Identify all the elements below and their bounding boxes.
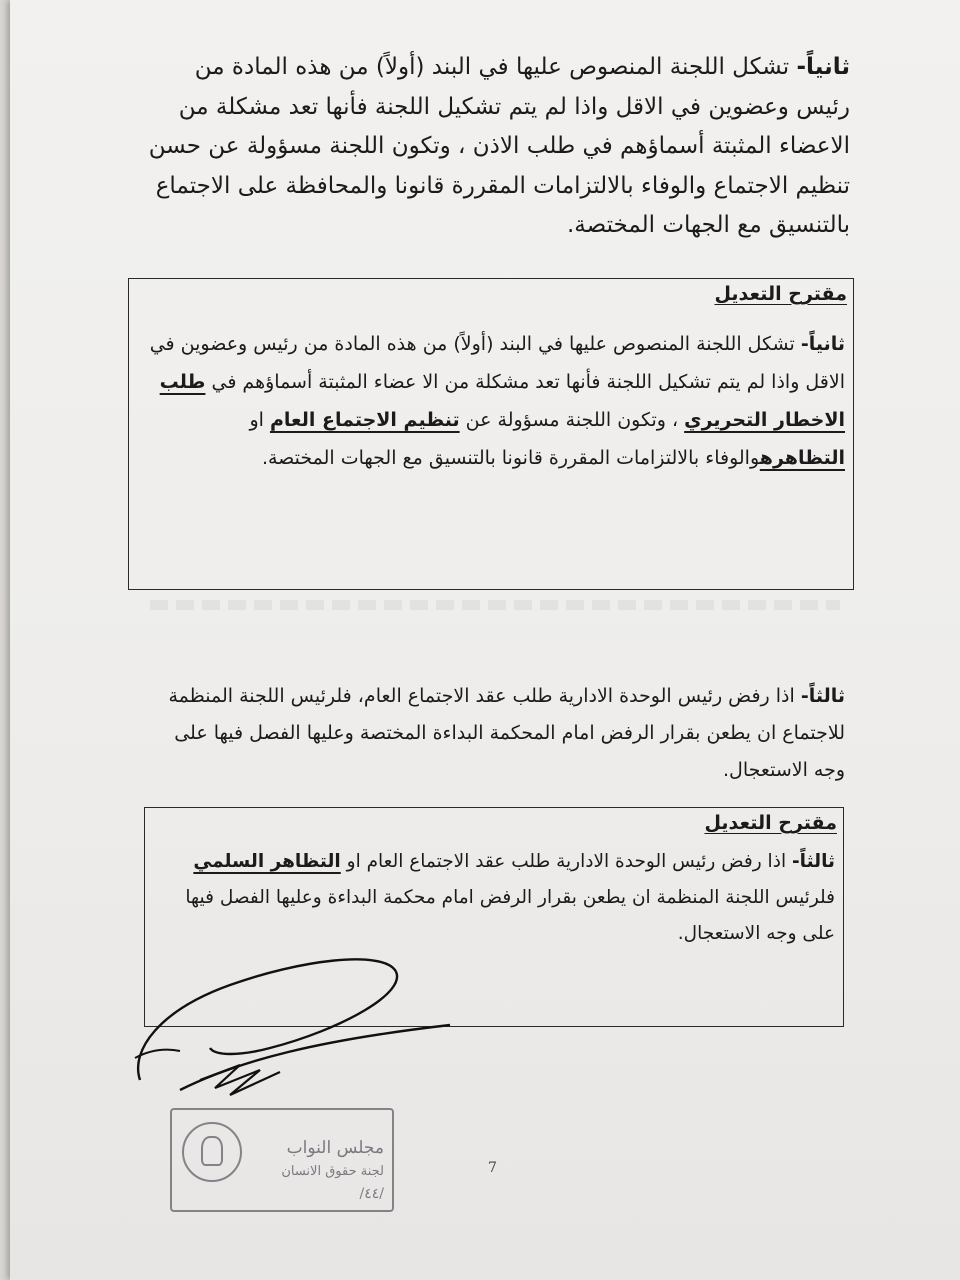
iraq-emblem-icon <box>182 1122 242 1182</box>
amendment-1-text <box>141 325 845 477</box>
stamp-reference: /٤٤/ <box>359 1186 384 1202</box>
underlined-phrase-public-meeting: تنظيم الاجتماع العام <box>269 409 460 431</box>
clause-lead-third: ثالثاً- <box>800 685 845 707</box>
handwritten-signature <box>120 930 470 1100</box>
page-number: 7 <box>488 1160 497 1176</box>
underlined-phrase-peaceful-demonstration: التظاهر السلمي <box>193 851 341 872</box>
clause-body: تشكل اللجنة المنصوص عليها في البند (أولاً) من هذه المادة من رئيس وعضوين في الاقل واذا لم يتم تشكيل اللجنة فأنها تعد مشكلة من الاعضاء المثبتة أسماؤهم في طلب الاذن ، وتكون اللجنة مسؤولة عن حسن تنظيم الاجتماع والوفاء بالالتزامات المقررة قانونا والمحافظة على الاجتماع بالتنسيق مع الجهات المختصة. <box>148 54 850 238</box>
article-2-original-text <box>140 48 850 246</box>
amendment-text-part: فلرئيس اللجنة المنظمة ان يطعن بقرار الرفض امام محكمة البداءة وعليها الفصل فيها على وجه الاستعجال. <box>185 887 835 944</box>
amendment-box-1 <box>128 278 854 590</box>
clause-body: اذا رفض رئيس الوحدة الادارية طلب عقد الاجتماع العام، فلرئيس اللجنة المنظمة للاجتماع ان يطعن بقرار الرفض امام المحكمة البداءة المختصة وعليها الفصل فيها على وجه الاستعجال. <box>168 685 845 781</box>
document-page <box>10 0 960 1280</box>
stamp-committee: لجنة حقوق الانسان <box>281 1164 384 1179</box>
parliament-stamp <box>170 1108 394 1212</box>
amendment-text-part: او <box>249 409 270 431</box>
amendment-text-part: ، وتكون اللجنة مسؤولة عن <box>459 409 685 431</box>
stamp-organization: مجلس النواب <box>286 1138 384 1158</box>
bleed-through-text <box>150 600 840 610</box>
clause-lead-third: ثالثاً- <box>791 851 835 872</box>
amendment-title: مقترح التعديل <box>704 812 837 834</box>
amendment-text-part: اذا رفض رئيس الوحدة الادارية طلب عقد الاجتماع العام او <box>340 851 792 872</box>
underlined-phrase-demonstration: التظاهره <box>759 447 845 469</box>
amendment-text-part: تشكل اللجنة المنصوص عليها في البند (أولاً) من هذه المادة من رئيس وعضوين في الاقل واذا لم يتم تشكيل اللجنة فأنها تعد مشكلة من الا عضاء المثبتة أسماؤهم في <box>149 333 845 393</box>
clause-lead-second: ثانياً- <box>800 333 845 355</box>
clause-lead-second: ثانياً- <box>796 54 850 80</box>
underlined-phrase-written-notice: طلب الاخطار التحريري <box>159 371 845 431</box>
amendment-text-part: والوفاء بالالتزامات المقررة قانونا بالتنسيق مع الجهات المختصة. <box>261 447 760 469</box>
amendment-title: مقترح التعديل <box>714 283 847 305</box>
article-3-original-text <box>140 678 845 789</box>
